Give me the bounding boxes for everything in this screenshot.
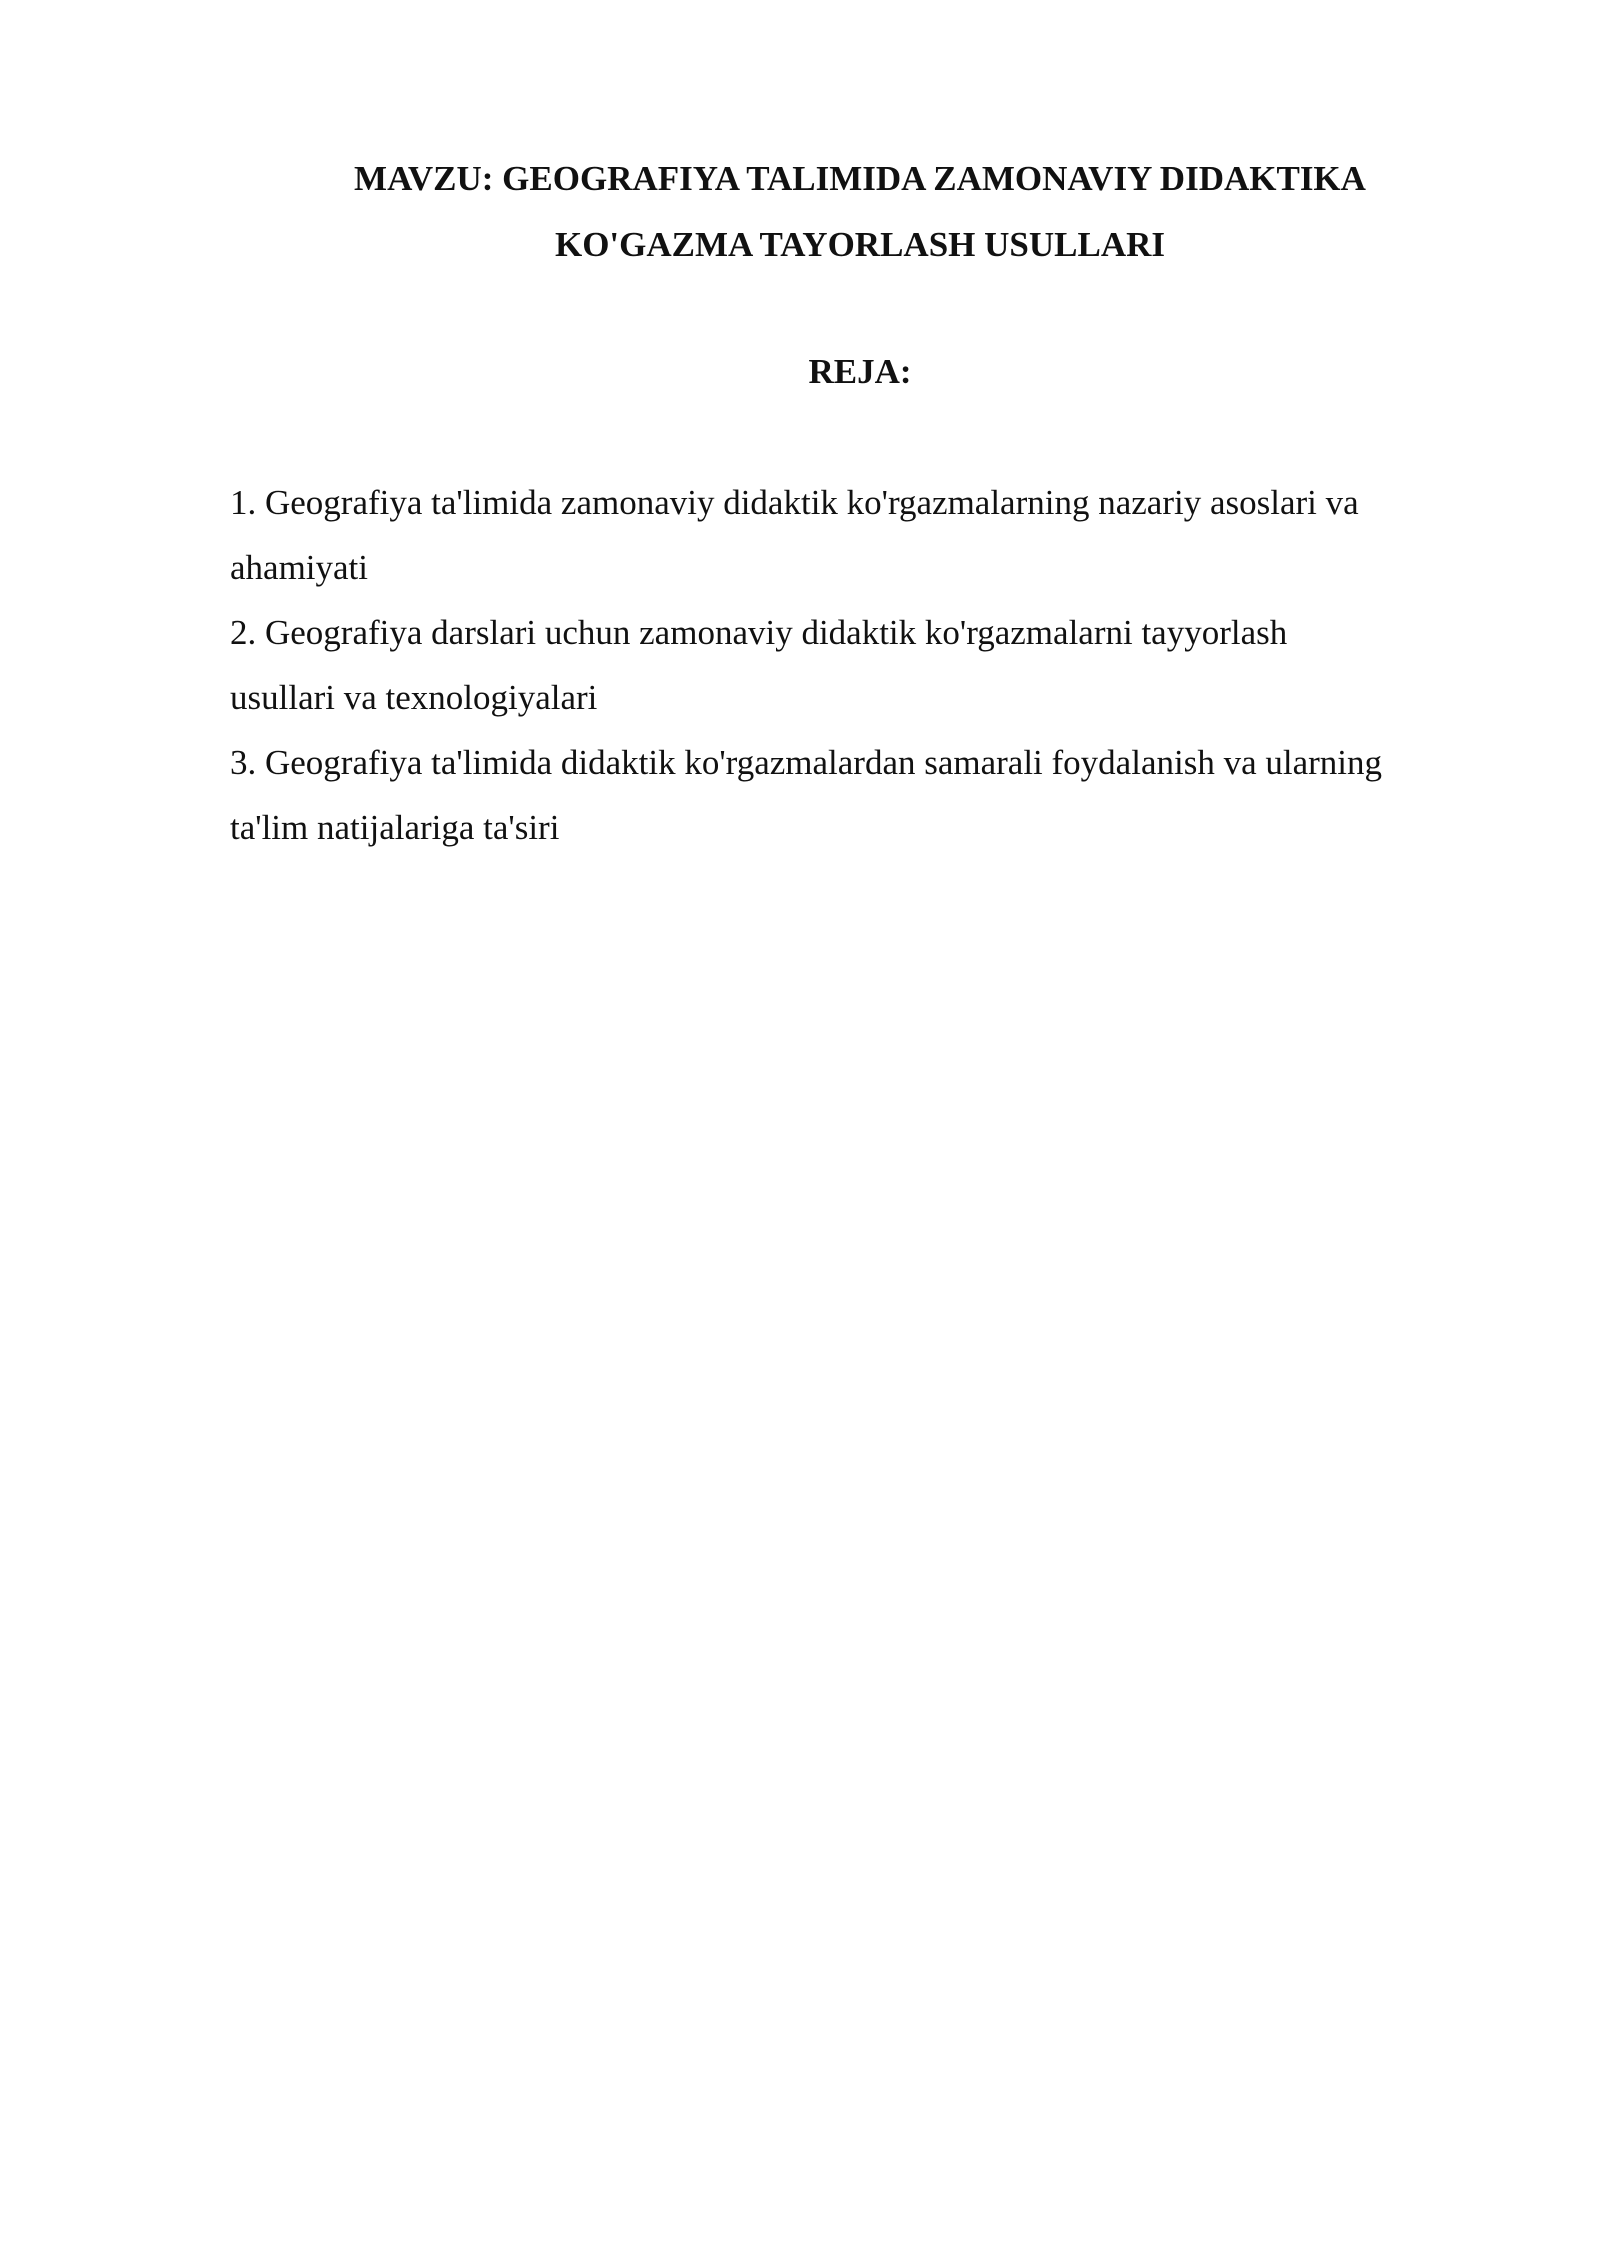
plan-item-3-line-1: 3. Geografiya ta'limida didaktik ko'rgazmalardan samarali foydalanish va ularning bbox=[230, 743, 1382, 782]
plan-item-2-line-2: usullari va texnologiyalari bbox=[230, 678, 598, 717]
plan-item-1 bbox=[230, 470, 1490, 600]
plan-item-2-line-1: 2. Geografiya darslari uchun zamonaviy didaktik ko'rgazmalarni tayyorlash bbox=[230, 613, 1288, 652]
plan-heading: REJA: bbox=[808, 352, 912, 391]
plan-item-3-line-2: ta'lim natijalariga ta'siri bbox=[230, 808, 560, 847]
plan-item-3 bbox=[230, 730, 1490, 860]
plan-list bbox=[230, 470, 1490, 860]
title-line-1: MAVZU: GEOGRAFIYA TALIMIDA ZAMONAVIY DIDAKTIKA bbox=[354, 159, 1366, 198]
plan-item-1-line-1: 1. Geografiya ta'limida zamonaviy didaktik ko'rgazmalarning nazariy asoslari va bbox=[230, 483, 1359, 522]
title-line-2: KO'GAZMA TAYORLASH USULLARI bbox=[554, 225, 1166, 264]
plan-item-1-line-2: ahamiyati bbox=[230, 548, 369, 587]
plan-item-2 bbox=[230, 600, 1490, 730]
document-title bbox=[230, 146, 1490, 278]
